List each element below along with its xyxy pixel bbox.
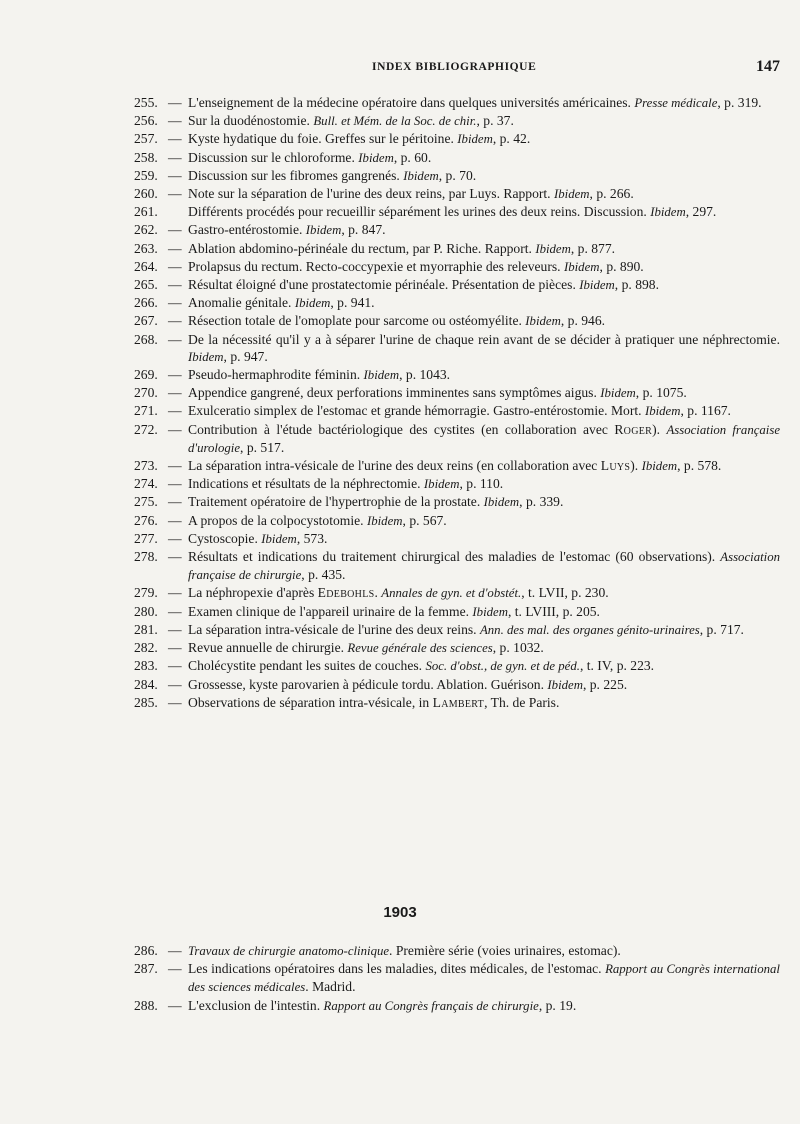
entry-text-segment: , p. 37. <box>476 113 514 129</box>
entry-number: 279. <box>134 585 158 601</box>
entry-text-segment: , p. 517. <box>240 439 285 455</box>
entry-text <box>188 240 780 258</box>
bibliography-entry <box>134 294 780 312</box>
entry-text-segment: Résection totale de l'omoplate pour sarcome ou ostéomyélite. <box>188 313 526 329</box>
entry-text <box>188 384 780 402</box>
bibliography-entry <box>134 657 780 675</box>
entry-text <box>188 960 780 996</box>
entry-dash: — <box>168 494 182 510</box>
bibliography-entry <box>134 960 780 996</box>
bibliography-entry <box>134 621 780 639</box>
entry-citation-italic: Rapport au Congrès international des sciences médicales <box>188 962 780 995</box>
entry-citation-italic: Ibidem <box>644 404 681 419</box>
entry-text-segment: . Première série (voies urinaires, estomac). <box>389 943 621 958</box>
entry-text-segment: Contribution à l'étude bactériologique des cystites (en collaboration avec <box>188 421 615 437</box>
entry-text-segment: , p. 225. <box>582 676 628 692</box>
entry-author-smallcaps: Edebohls <box>317 585 375 601</box>
entry-text <box>188 130 780 148</box>
entry-text <box>188 185 780 203</box>
entry-text-segment: Discussion sur le chloroforme. <box>188 149 359 165</box>
entry-text-segment: , p. 941. <box>330 295 375 311</box>
entry-number: 263. <box>134 240 158 256</box>
entry-citation-italic: Ibidem <box>358 150 394 165</box>
entry-citation-italic: Rapport au Congrès français de chirurgie <box>323 998 539 1013</box>
entry-text <box>188 294 780 312</box>
entry-text-segment: , p. 847. <box>341 222 386 238</box>
entry-text-segment: Pseudo-hermaphrodite féminin. <box>188 367 364 383</box>
entry-text <box>188 657 780 675</box>
entry-text-segment: La néphropexie d'après <box>188 585 318 601</box>
entry-number: 288. <box>134 997 158 1013</box>
entry-dash: — <box>168 240 182 256</box>
entry-dash: — <box>168 186 182 202</box>
entry-number: 264. <box>134 258 158 274</box>
entry-text-segment: Cholécystite pendant les suites de couches. <box>188 658 426 674</box>
entry-text <box>188 421 780 457</box>
bibliography-entry <box>134 603 780 621</box>
running-head <box>0 58 800 81</box>
entry-dash: — <box>168 421 182 437</box>
entry-citation-italic: Ibidem <box>423 477 460 492</box>
entry-dash: — <box>168 943 182 958</box>
entry-number: 283. <box>134 658 158 674</box>
bibliography-entry <box>134 421 780 457</box>
entry-text-segment: , p. 1043. <box>399 367 451 383</box>
entry-text <box>188 221 780 239</box>
entry-citation-italic: Ibidem <box>261 531 297 546</box>
entry-citation-italic: Ibidem <box>525 314 561 329</box>
entry-number: 281. <box>134 621 158 637</box>
entry-number: 262. <box>134 222 158 238</box>
bibliography-entry <box>134 548 780 584</box>
bibliography-entry <box>134 493 780 511</box>
entry-number: 255. <box>134 95 158 110</box>
entry-text <box>188 258 780 276</box>
entry-citation-italic: Ibidem <box>535 241 571 256</box>
entry-dash: — <box>168 331 182 347</box>
entry-number: 278. <box>134 549 158 565</box>
entry-dash: — <box>168 512 182 528</box>
entry-text <box>188 493 780 511</box>
entry-dash: — <box>168 367 182 383</box>
entry-text-segment: , p. 1075. <box>635 385 687 401</box>
entry-text <box>188 694 780 711</box>
entry-number: 276. <box>134 512 158 528</box>
entry-text-segment: Ablation abdomino-périnéale du rectum, par P. Riche. Rapport. <box>188 240 536 256</box>
entry-dash: — <box>168 131 182 147</box>
year-heading: 1903 <box>383 904 417 921</box>
entry-text-segment: Sur la duodénostomie. <box>188 113 314 129</box>
entry-citation-italic: Ibidem <box>650 205 686 220</box>
entry-author-smallcaps: Roger <box>614 421 653 437</box>
entry-text-segment: Kyste hydatique du foie. Greffes sur le péritoine. <box>188 131 458 147</box>
entry-number: 260. <box>134 186 158 202</box>
entry-text <box>188 997 780 1015</box>
bibliography-entry <box>134 512 780 530</box>
entry-number: 258. <box>134 149 158 165</box>
entry-text <box>188 402 780 420</box>
entry-text-segment: , p. 19. <box>538 997 577 1013</box>
entry-text-segment: , t. IV, p. 223. <box>579 658 655 674</box>
entry-text <box>188 676 780 694</box>
entry-text-segment: L'exclusion de l'intestin. <box>188 997 324 1013</box>
entry-citation-italic: Ibidem <box>457 132 493 147</box>
entry-text-segment: Traitement opératoire de l'hypertrophie de la prostate. <box>188 494 484 510</box>
entry-text-segment: L'enseignement de la médecine opératoire dans quelques universités américaines. <box>188 95 635 110</box>
bibliography-entry <box>134 203 780 221</box>
entry-text <box>188 603 780 621</box>
entry-citation-italic: Ibidem <box>547 677 583 692</box>
page-number: 147 <box>756 58 780 75</box>
entry-text-segment: A propos de la colpocystotomie. <box>188 512 367 528</box>
entry-text-segment: , p. 266. <box>589 186 634 202</box>
entry-text-segment: , p. 578. <box>677 458 722 474</box>
bibliography-entry <box>134 384 780 402</box>
entry-text-segment: , p. 567. <box>402 512 447 528</box>
entry-citation-italic: Ibidem <box>366 513 403 528</box>
bibliography-entry <box>134 366 780 384</box>
entry-dash: — <box>168 95 182 110</box>
entry-dash: — <box>168 640 182 656</box>
entry-number: 268. <box>134 331 158 347</box>
entry-text <box>188 457 780 475</box>
entry-number: 287. <box>134 961 158 977</box>
entry-number: 282. <box>134 640 158 656</box>
entry-dash: — <box>168 113 182 129</box>
entry-citation-italic: Presse médicale <box>634 96 718 110</box>
bibliography-entry <box>134 94 780 112</box>
entry-text <box>188 149 780 167</box>
bibliography-entry <box>134 112 780 130</box>
entry-dash: — <box>168 997 182 1013</box>
entry-citation-italic: Ibidem <box>305 223 342 238</box>
entry-text-segment: Indications et résultats de la néphrectomie. <box>188 476 424 492</box>
entry-text-segment: , p. 717. <box>699 621 744 637</box>
entry-text-segment: Prolapsus du rectum. Recto-coccypexie et myorraphie des releveurs. <box>188 258 564 274</box>
entry-dash: — <box>168 313 182 329</box>
entry-citation-italic: Annales de gyn. et d'obstét. <box>381 586 522 601</box>
entry-author-smallcaps: Luys <box>600 458 631 474</box>
entry-text-segment: , p. 898. <box>614 277 659 293</box>
entry-text-segment: , p. 60. <box>393 149 432 165</box>
entry-citation-italic: Ibidem <box>483 495 520 510</box>
bibliography-entry <box>134 240 780 258</box>
entry-dash: — <box>168 694 182 710</box>
entry-text-segment: , p. 946. <box>560 313 606 329</box>
entry-citation-italic: Ibidem <box>294 296 331 311</box>
entry-text-segment: ). <box>652 421 667 437</box>
entry-text-segment: , p. 339. <box>519 494 564 510</box>
entry-dash: — <box>168 403 182 419</box>
entry-dash: — <box>168 658 182 674</box>
entry-citation-italic: Association française de chirurgie <box>188 550 780 583</box>
entry-citation-italic: Ibidem <box>363 368 400 383</box>
entry-text-segment: La séparation intra-vésicale de l'urine des deux reins. <box>188 621 480 637</box>
entry-text <box>188 942 780 960</box>
entry-text-segment: Discussion sur les fibromes gangrenés. <box>188 167 404 183</box>
entry-number: 265. <box>134 277 158 293</box>
entry-text <box>188 94 780 112</box>
entry-text-segment: Exulceratio simplex de l'estomac et grande hémorragie. Gastro-entérostomie. Mort. <box>188 403 645 419</box>
entry-dash: — <box>168 167 182 183</box>
entry-number: 269. <box>134 367 158 383</box>
entry-number: 274. <box>134 476 158 492</box>
entry-number: 275. <box>134 494 158 510</box>
entry-dash: — <box>168 603 182 619</box>
bibliography-entry <box>134 694 780 711</box>
entry-text-segment: , 573. <box>296 530 328 546</box>
entry-text-segment: Résultats et indications du traitement chirurgical des maladies de l'estomac (60 observations). <box>188 549 721 565</box>
entry-text-segment: , p. 42. <box>492 131 531 147</box>
bibliography-list-1902 <box>134 94 780 711</box>
entry-citation-italic: Ibidem <box>641 459 678 474</box>
entry-citation-italic: Bull. et Mém. de la Soc. de chir. <box>313 114 477 129</box>
entry-dash: — <box>168 222 182 238</box>
entry-number: 266. <box>134 295 158 311</box>
bibliography-entry <box>134 997 780 1015</box>
entry-number: 259. <box>134 167 158 183</box>
entry-number: 271. <box>134 403 158 419</box>
entry-number: 286. <box>134 943 158 958</box>
entry-text-segment: Revue annuelle de chirurgie. <box>188 640 348 656</box>
entry-text-segment: Les indications opératoires dans les maladies, dites médicales, de l'estomac. <box>188 961 606 977</box>
entry-text-segment: , p. 947. <box>223 348 268 364</box>
entry-text <box>188 548 780 584</box>
entry-text <box>188 203 780 221</box>
entry-citation-italic: Ibidem <box>553 187 590 202</box>
entry-citation-italic: Ibidem <box>472 604 508 619</box>
entry-number: 284. <box>134 676 158 692</box>
bibliography-entry <box>134 276 780 294</box>
entry-text-segment: , p. 435. <box>301 567 346 583</box>
entry-dash: — <box>168 676 182 692</box>
entry-dash: — <box>168 961 182 977</box>
entry-text-segment: De la nécessité qu'il y a à séparer l'urine de chaque rein avant de se décider à pratiquer une néphrectomie. <box>188 331 780 347</box>
entry-number: 280. <box>134 603 158 619</box>
entry-number: 273. <box>134 458 158 474</box>
entry-text <box>188 112 780 130</box>
entry-text <box>188 475 780 493</box>
entry-dash: — <box>168 621 182 637</box>
entry-text-segment: Note sur la séparation de l'urine des deux reins, par Luys. Rapport. <box>188 186 554 202</box>
entry-citation-italic: Ibidem <box>188 349 224 364</box>
entry-dash: — <box>168 277 182 293</box>
entry-text-segment: , p. 890. <box>599 258 644 274</box>
entry-text-segment: . <box>374 585 382 601</box>
entry-text-segment: , Th. de Paris. <box>484 694 560 710</box>
running-head-title: INDEX BIBLIOGRAPHIQUE <box>372 61 537 73</box>
entry-citation-italic: Travaux de chirurgie anatomo-clinique <box>188 944 390 958</box>
entry-citation-italic: Ibidem <box>600 386 636 401</box>
bibliography-entry <box>134 639 780 657</box>
entry-text <box>188 639 780 657</box>
entry-dash: — <box>168 458 182 474</box>
entry-text <box>188 584 780 602</box>
entry-dash: — <box>168 476 182 492</box>
bibliography-entry <box>134 457 780 475</box>
entry-text-segment: Différents procédés pour recueillir séparément les urines des deux reins. Discussion. <box>188 204 651 220</box>
entry-text-segment: Appendice gangrené, deux perforations imminentes sans symptômes aigus. <box>188 385 601 401</box>
entry-citation-italic: Soc. d'obst., de gyn. et de péd. <box>425 659 580 674</box>
bibliography-entry <box>134 942 780 960</box>
entry-text-segment: Cystoscopie. <box>188 530 262 546</box>
entry-text-segment: . Madrid. <box>305 979 356 995</box>
entry-number: 267. <box>134 313 158 329</box>
entry-number: 277. <box>134 530 158 546</box>
entry-number: 261. <box>134 204 158 220</box>
bibliography-entry <box>134 258 780 276</box>
entry-number: 270. <box>134 385 158 401</box>
entry-text-segment: Observations de séparation intra-vésicale, in <box>188 694 433 710</box>
entry-citation-italic: Ibidem <box>579 278 615 293</box>
entry-text-segment: , t. LVIII, p. 205. <box>507 603 600 619</box>
bibliography-entry <box>134 676 780 694</box>
entry-dash: — <box>168 149 182 165</box>
entry-citation-italic: Association française d'urologie <box>188 422 781 455</box>
entry-text-segment: , p. 110. <box>459 476 504 492</box>
entry-text-segment: Anomalie génitale. <box>188 295 295 311</box>
entry-number: 257. <box>134 131 158 147</box>
bibliography-entry <box>134 584 780 602</box>
entry-citation-italic: Ann. des mal. des organes génito-urinaires <box>479 622 700 637</box>
entry-dash: — <box>168 530 182 546</box>
bibliography-list-1903 <box>134 942 780 1015</box>
entry-dash: — <box>168 549 182 565</box>
bibliography-entry <box>134 331 780 366</box>
entry-dash: — <box>168 258 182 274</box>
bibliography-entry <box>134 221 780 239</box>
entry-text-segment: , p. 1167. <box>680 403 731 419</box>
entry-text-segment: , p. 877. <box>570 240 616 256</box>
entry-text-segment: ). <box>630 458 642 474</box>
bibliography-entry <box>134 475 780 493</box>
entry-text-segment: Résultat éloigné d'une prostatectomie périnéale. Présentation de pièces. <box>188 277 580 293</box>
entry-dash: — <box>168 385 182 401</box>
entry-text-segment: , 297. <box>685 204 717 220</box>
entry-citation-italic: Revue générale des sciences <box>347 641 493 656</box>
bibliography-entry <box>134 185 780 203</box>
entry-text <box>188 621 780 639</box>
entry-text-segment: , p. 319. <box>717 95 762 110</box>
bibliography-entry <box>134 530 780 548</box>
entry-text-segment: Gastro-entérostomie. <box>188 222 306 238</box>
entry-number: 272. <box>134 421 158 437</box>
entry-text <box>188 512 780 530</box>
bibliography-entry <box>134 312 780 330</box>
entry-dash: — <box>168 585 182 601</box>
entry-citation-italic: Ibidem <box>563 259 600 274</box>
entry-text-segment: , p. 70. <box>438 167 477 183</box>
entry-text-segment: Examen clinique de l'appareil urinaire de la femme. <box>188 603 473 619</box>
bibliography-entry <box>134 402 780 420</box>
entry-text <box>188 331 780 366</box>
entry-text-segment: , t. LVII, p. 230. <box>521 585 609 601</box>
entry-text <box>188 167 780 185</box>
entry-number: 256. <box>134 113 158 129</box>
entry-text <box>188 312 780 330</box>
bibliography-entry <box>134 149 780 167</box>
entry-text-segment: Grossesse, kyste parovarien à pédicule tordu. Ablation. Guérison. <box>188 676 548 692</box>
entry-text-segment: La séparation intra-vésicale de l'urine des deux reins (en collaboration avec <box>188 458 601 474</box>
entry-dash: — <box>168 295 182 311</box>
entry-text <box>188 366 780 384</box>
bibliography-entry <box>134 167 780 185</box>
entry-text <box>188 276 780 294</box>
bibliography-entry <box>134 130 780 148</box>
entry-citation-italic: Ibidem <box>403 168 439 183</box>
entry-author-smallcaps: Lambert <box>432 694 485 710</box>
entry-number: 285. <box>134 694 158 710</box>
entry-text-segment: , p. 1032. <box>492 640 544 656</box>
entry-text <box>188 530 780 548</box>
